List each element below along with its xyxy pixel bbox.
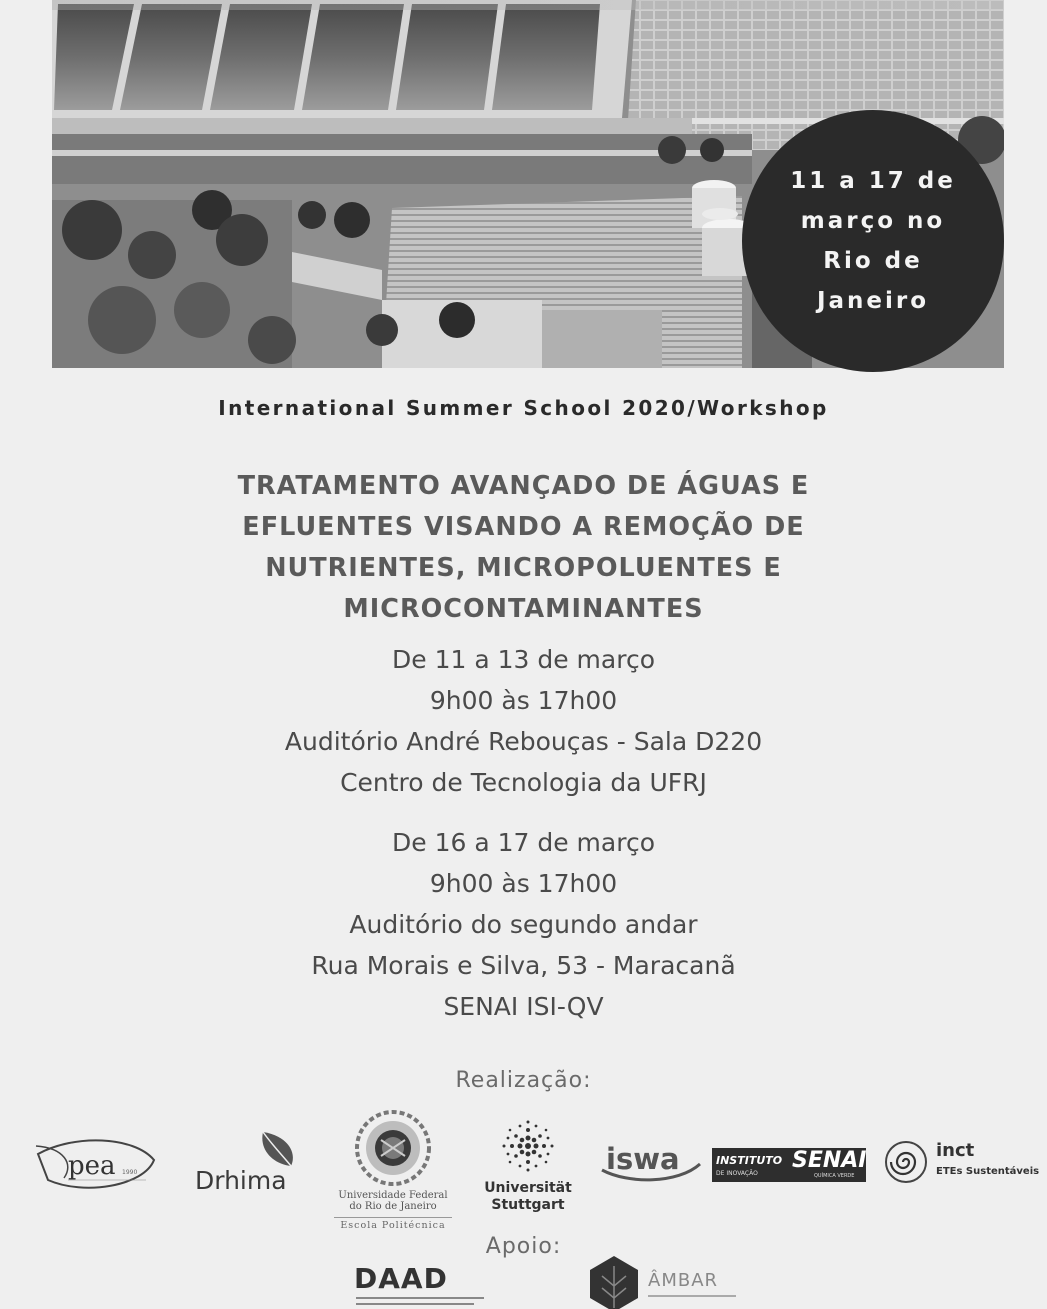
senai-prefix: INSTITUTO xyxy=(716,1154,783,1167)
event-series-title: International Summer School 2020/Workshop xyxy=(218,396,829,420)
inct-logo xyxy=(884,1140,1040,1186)
ufrj-school: Escola Politécnica xyxy=(334,1217,452,1231)
pea-wordmark: pea xyxy=(68,1151,116,1181)
session-2 xyxy=(0,822,1047,1027)
daad-fineprint xyxy=(356,1296,486,1309)
inct-wordmark: inct xyxy=(936,1140,975,1161)
ufrj-seal-icon xyxy=(334,1110,452,1188)
drhima-wordmark: Drhima xyxy=(195,1166,287,1195)
stuttgart-logo xyxy=(478,1116,578,1220)
senai-tag: QUÍMICA VERDE xyxy=(814,1173,855,1179)
date-badge-line: 11 a 17 de xyxy=(790,168,956,194)
session-venue: Auditório André Rebouças - Sala D220 xyxy=(284,727,763,756)
event-title xyxy=(170,466,877,630)
date-badge-line: Rio de xyxy=(823,248,923,274)
date-badge-text xyxy=(788,161,958,321)
ambar-fineprint-line xyxy=(648,1294,738,1300)
senai-sub: DE INOVAÇÃO xyxy=(716,1170,758,1177)
session-venue: Auditório do segundo andar xyxy=(349,910,698,939)
session-place: Centro de Tecnologia da UFRJ xyxy=(340,768,707,797)
stuttgart-name-line: Stuttgart xyxy=(491,1197,565,1213)
drhima-logo xyxy=(193,1130,303,1200)
organizers-label: Realização: xyxy=(455,1068,592,1093)
senai-wordmark: SENAI xyxy=(792,1148,867,1173)
session-address: Rua Morais e Silva, 53 - Maracanã xyxy=(311,951,736,980)
event-title-line: TRATAMENTO AVANÇADO DE ÁGUAS E xyxy=(237,471,810,501)
iswa-logo xyxy=(598,1140,702,1184)
stuttgart-name-line: Universität xyxy=(484,1180,572,1196)
iswa-wordmark: iswa xyxy=(606,1142,680,1176)
date-badge-line: março no xyxy=(800,208,946,234)
event-title-line: NUTRIENTES, MICROPOLUENTES E xyxy=(265,553,782,583)
daad-fineprint-lines xyxy=(356,1296,486,1308)
session-dates: De 16 a 17 de março xyxy=(391,828,655,857)
ufrj-name-line: Universidade Federal xyxy=(338,1190,448,1201)
event-title-line: MICROCONTAMINANTES xyxy=(343,594,704,624)
date-badge-line: Janeiro xyxy=(816,288,930,314)
session-1 xyxy=(0,639,1047,803)
stuttgart-dots-icon xyxy=(478,1116,578,1176)
ufrj-logo xyxy=(334,1110,452,1234)
session-time: 9h00 às 17h00 xyxy=(429,869,618,898)
ufrj-name-line: do Rio de Janeiro xyxy=(349,1201,437,1212)
supporters-label: Apoio: xyxy=(485,1234,562,1259)
ambar-wordmark: ÂMBAR xyxy=(648,1270,719,1291)
senai-logo xyxy=(712,1148,866,1182)
ambar-hexagon-icon xyxy=(586,1254,642,1309)
date-badge xyxy=(742,110,1004,372)
pea-year: 1990 xyxy=(122,1169,138,1176)
event-title-line: EFLUENTES VISANDO A REMOÇÃO DE xyxy=(242,512,805,542)
session-place: SENAI ISI-QV xyxy=(443,992,604,1021)
inct-spiral-icon xyxy=(884,1140,930,1186)
daad-wordmark: DAAD xyxy=(354,1262,448,1295)
ufrj-name xyxy=(334,1190,452,1212)
pea-leaf-icon xyxy=(34,1134,158,1196)
session-dates: De 11 a 13 de março xyxy=(391,645,655,674)
ambar-logo xyxy=(586,1254,746,1309)
stuttgart-name xyxy=(478,1180,578,1214)
ambar-fineprint xyxy=(648,1294,738,1302)
drhima-leaf-icon xyxy=(193,1130,303,1170)
pea-logo xyxy=(34,1134,158,1196)
session-time: 9h00 às 17h00 xyxy=(429,686,618,715)
inct-sub: ETEs Sustentáveis xyxy=(936,1166,1040,1177)
daad-logo xyxy=(354,1262,494,1308)
